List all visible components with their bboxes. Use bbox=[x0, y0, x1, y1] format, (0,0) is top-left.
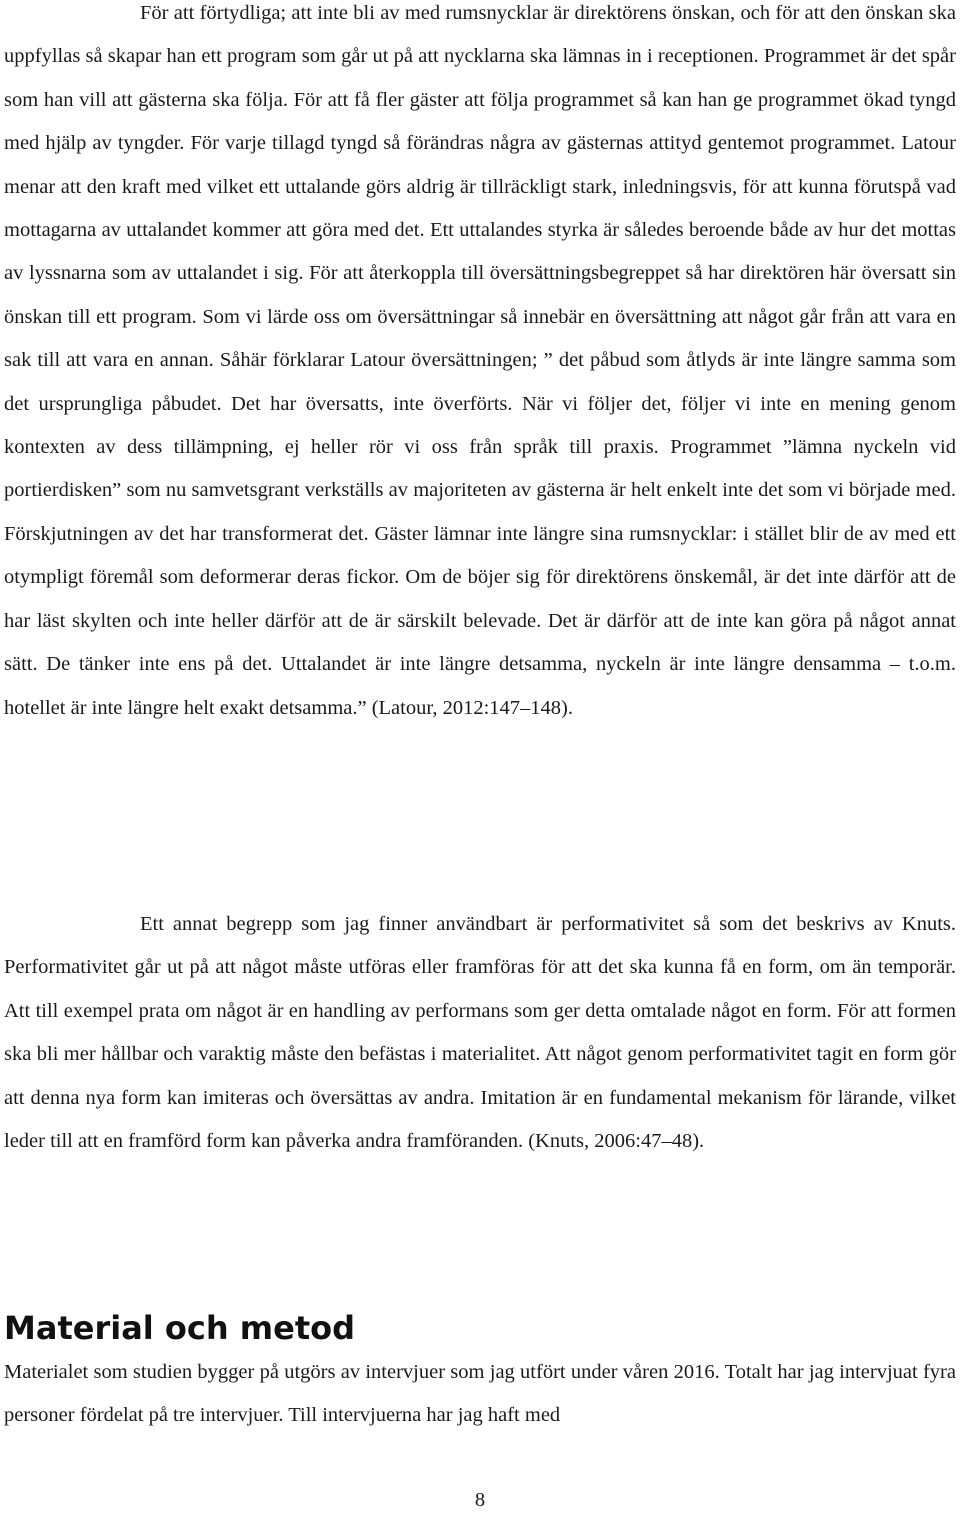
section-paragraph: Materialet som studien bygger på utgörs av intervjuer som jag utfört under våren 2016. Totalt har jag intervjuat fyra personer fördelat på tre intervjuer. Till intervjuerna har jag haft med bbox=[4, 1361, 956, 1427]
body-paragraph-1: För att förtydliga; att inte bli av med rumsnycklar är direktörens önskan, och för att den önskan ska uppfyllas så skapar han ett program som går ut på att nycklarna ska lämnas in i receptionen. Programmet är det spår som han vill att gästerna ska följa. För att få fler gäster att följa programmet så kan han ge programmet ökad tyngd med hjälp av tyngder. För varje tillagd tyngd så förändras några av gästernas attityd gentemot programmet. Latour menar att den kraft med vilket ett uttalande görs aldrig är tillräckligt stark, inledningsvis, för att kunna förutspå vad mottagarna av uttalandet kommer att göra med det. Ett uttalandes styrka är således beroende både av hur det mottas av lyssnarna som av uttalandet i sig. För att återkoppla till översättningsbegreppet så har direktören här översatt sin önskan till ett program. Som vi lärde oss om översättningar så innebär en översättning att något går från att vara en sak till att vara en annan. Såhär förklarar Latour översättningen; ” det påbud som åtlyds är inte längre samma som det ursprungliga påbudet. Det har översatts, inte överförts. När vi följer det, följer vi inte en mening genom kontexten av dess tillämpning, ej heller rör vi oss från språk till praxis. Programmet ”lämna nyckeln vid portierdisken” som nu samvetsgrant verkställs av majoriteten av gästerna är helt enkelt inte det som vi började med. Förskjutningen av det har transformerat det. Gäster lämnar inte längre sina rumsnycklar: i stället blir de av med ett otympligt föremål som deformerar deras fickor. Om de böjer sig för direktörens önskemål, är det inte därför att de har läst skylten och inte heller därför att de är särskilt belevade. Det är därför att de inte kan göra på något annat sätt. De tänker inte ens på det. Uttalandet är inte längre detsamma, nyckeln är inte längre densamma – t.o.m. hotellet är inte längre helt exakt detsamma.” (Latour, 2012:147–148). bbox=[4, 2, 956, 719]
page-number: 8 bbox=[474, 1489, 486, 1511]
body-paragraph-2: Ett annat begrepp som jag finner användbart är performativitet så som det beskrivs av Knuts. Performativitet går ut på att något måste utföras eller framföras för att det ska kunna få en form, om än temporär. Att till exempel prata om något är en handling av performans som ger detta omtalade något en form. För att formen ska bli mer hållbar och varaktig måste den befästas i materialitet. Att något genom performativitet tagit en form gör att denna nya form kan imiteras och översättas av andra. Imitation är en fundamental mekanism för lärande, vilket leder till att en framförd form kan påverka andra framföranden. (Knuts, 2006:47–48). bbox=[4, 913, 956, 1153]
section-heading: Material och metod bbox=[4, 1309, 355, 1347]
